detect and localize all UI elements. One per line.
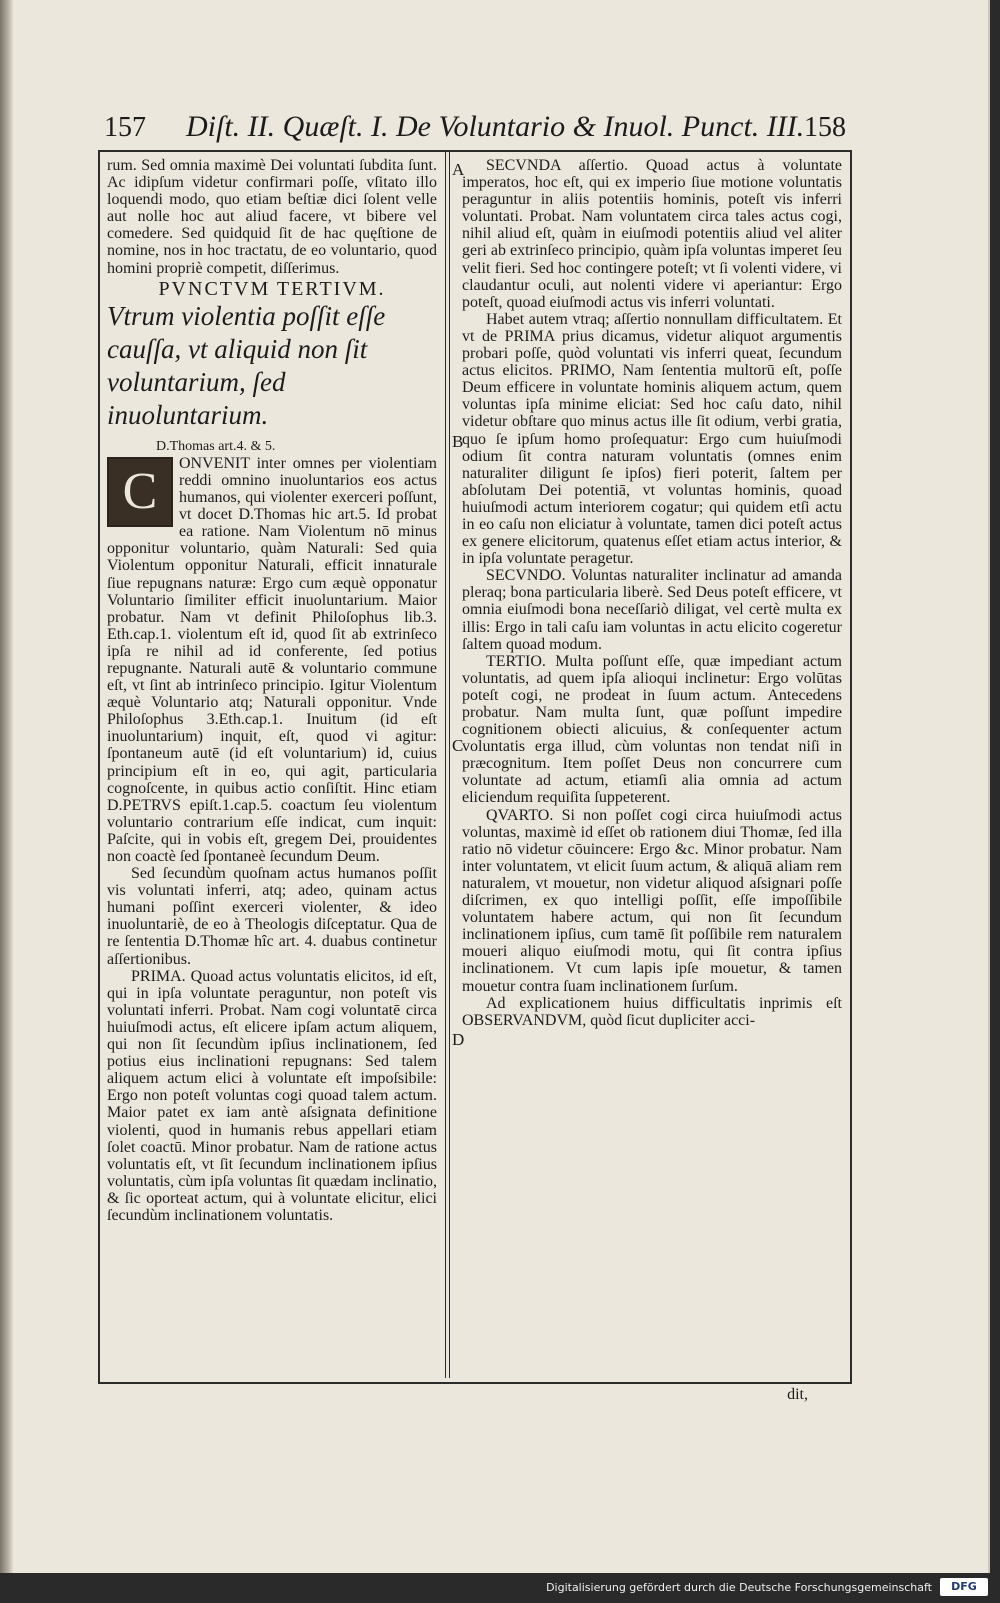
page-number-right: 158 xyxy=(804,112,846,143)
decorated-initial: C xyxy=(107,457,173,527)
margin-letter-b: B xyxy=(452,432,464,451)
paragraph: TERTIO. Multa poſſunt eſſe, quæ impediant actum voluntatis, ad quem ipſa alioqui inclinetur: Ergo volūtas poteſt cogi, ne prodeat in ſuum actum. Antecedens probatur. Nam multa ſunt, quæ poſſunt impedire cognitionem obiecti alicuius, & conſequenter actum voluntatis erga illud, cùm voluntas non tendat niſi in præcognitum. Item poſſet Deus non concurrere cum voluntate ad actum, etiamſi alia omnia ad actum eliciendum requiſita ſuppeterent. xyxy=(462,652,842,807)
paragraph: PRIMA. Quoad actus voluntatis elicitos, id eſt, qui in ipſa voluntate peraguntur, non poteſt vis voluntati inferri. Probat. Nam cogi voluntatē circa huiuſmodi actus, eſt elicere ipſam actum aliquem, qui non ſit ſecundùm ipſius inclinationem, ſed potius eius inclinationi repugnans: Sed talem aliquem actum elici à voluntate eſt impoſsibile: Ergo non poteſt voluntas cogi quoad talem actum. Maior patet ex iam antè aſsignata definitione violenti, quod in humanis rebus appellari etiam ſolet coactū. Minor probatur. Nam de ratione actus voluntatis eſt, vt ſit ſecundum inclinationem ipſius voluntatis, cùm ipſa voluntas ſit quædam inclinatio, & ſic oporteat actum, qui à voluntate elicitur, elici ſecundùm inclinationem voluntatis. xyxy=(107,967,437,1224)
paragraph: rum. Sed omnia maximè Dei voluntati ſubdita ſunt. Ac idipſum videtur confirmari poſſe, vſitato illo loquendi modo, quo etiam beſtiæ dici ſolent velle aut nolle hoc aut aliud facere, vt bibere vel comedere. Sed quidquid ſit de hac quęſtione de nomine, nos in hoc tractatu, de eo voluntario, quod homini propriè competit, diſſerimus. xyxy=(107,157,437,277)
paragraph: Habet autem vtraq; aſſertio nonnullam difficultatem. Et vt de PRIMA prius dicamus, videtur aliquot argumentis probari poſſe, quòd voluntati vis inferri queat, ſecundum actus elicitos. PRIMO, Nam ſententia multorū eſt, poſſe Deum efficere in voluntate hominis aliquem actum, quem voluntas ipſa minime eliciat: Sed hoc caſu dato, nihil videtur obſtare quo minus actus ille ſit odium, verbi gratia, quo ſe ipſum homo proſequatur: Ergo cum huiuſmodi odium ſit contra naturam voluntatis (omnes enim naturaliter diligunt ſe ipſos) fieri poterit, ſaltem per abſolutam Dei potentiā, vt voluntas hominis, quoad huiuſmodi actum interiorem cogatur; qui quidem etſi actu in eo caſu non eliciatur à voluntate, tamen dici poteſt actus ex genere elicitorum, quatenus eſſet etiam actus interior, & in ipſa voluntate peragetur. xyxy=(462,310,842,568)
paragraph: SECVNDA aſſertio. Quoad actus à voluntate imperatos, hoc eſt, qui ex imperio ſiue motione voluntatis peraguntur in aliis potentiis hominis, poteſt vis inferri voluntati. Probat. Nam voluntatem circa tales actus cogi, nihil aliud eſt, quàm in eiuſmodi potentiis aliud vel aliter geri ab extrinſeco principio, quàm ipſa voluntas imperet ſeu velit fieri. Sed hoc contingere poteſt; vt ſi volenti videre, vi claudantur oculi, aut nolenti videre vi aperiantur: Ergo poteſt, quoad eiuſmodi actus vis inferri voluntati. xyxy=(462,157,842,311)
running-title: Diſt. II. Quæſt. I. De Voluntario & Inuol. Punct. III. xyxy=(186,110,805,143)
paragraph: Sed ſecundùm quoſnam actus humanos poſſit vis voluntati inferri, atq; adeo, quinam actus humani poſſint exerceri violenter, & ideo inuoluntariè, de eo à Theologis diſceptatur. Qua de re ſententia D.Thomæ hîc art. 4. duabus continetur aſſertionibus. xyxy=(107,865,437,968)
funding-credit: Digitalisierung gefördert durch die Deutsche Forschungsgemeinschaft xyxy=(546,1581,932,1594)
paragraph: QVARTO. Si non poſſet cogi circa huiuſmodi actus voluntas, maximè id eſſet ob rationem diui Thomæ, ſed illa ratio nō videtur cōuincere: Ergo &c. Minor probatur. Nam inter voluntatem, vt elicit ſuum actum, & aliquā aliam rem naturalem, vt mouetur, non videtur aliquod aſsignari poſſe diſcrimen, ex quo intelligi poſſit, eſſe impoſſibile voluntatem habere actum, qui non ſit ſecundum inclinationem ipſius, cum tamē ſit poſſibile rem naturalem moueri aliquo eiuſmodi motu, qui ſit contra ipſius inclinationem. Vt cum lapis ipſe mouetur, & tamen mouetur contra ſuam inclinationem ſurſum. xyxy=(462,806,842,995)
page-binding-shadow xyxy=(0,0,14,1573)
section-heading: PVNCTVM TERTIVM. xyxy=(158,277,386,300)
source-reference: D.Thomas art.4. & 5. xyxy=(156,438,276,454)
paragraph: SECVNDO. Voluntas naturaliter inclinatur ad amanda pleraq; bona particularia liberè. Sed Deus poteſt efficere, vt omnia eiuſmodi bona neceſſariò diligat, vel certè multa ex illis: Ergo in tali caſu iam voluntas in actu elicito cogeretur ſaltem quoad modum. xyxy=(462,567,842,653)
paragraph: ONVENIT inter omnes per violentiam reddi omnino inuoluntarios eos actus humanos, qui violenter exerceri poſſunt, vt docet D.Thomas hic art.5. Id probat ea ratione. Nam Violentum nō minus opponitur voluntario, quàm Naturali: Sed quia Violentum opponitur Naturali, efficit innaturale ſiue repugnans naturæ: Ergo cum æquè opponatur Voluntario ſimiliter efficit inuoluntarium. Maior probatur. Nam vt definit Philoſophus lib.3. Eth.cap.1. violentum eſt id, quod ſit ab extrinſeco ipſa re nihil ad id conferente, ſed potius repugnante. Naturali autē & voluntario commune eſt, vt ſint ab intrinſeco principio. Igitur Violentum æquè Voluntario atq; Naturali opponitur. Vnde Philoſophus 3.Eth.cap.1. Inuitum (id eſt inuoluntarium) inquit, eſt, quod vi agitur: ſpontaneum autē (id eſt voluntarium) id, cuius principium eſt in eo, qui agit, particularia cognoſcente, in quibus actio conſiſtit. Hinc etiam D.PETRVS epiſt.1.cap.5. coactum ſeu violentum voluntario contrarium eſſe indicat, cum inquit: Paſcite, qui in vobis eſt, gregem Dei, prouidentes non coactè ſed ſpontaneè ſecundum Deum. xyxy=(107,454,437,865)
dfg-logo-icon[interactable]: DFG xyxy=(940,1578,988,1596)
margin-letter-a: A xyxy=(452,160,465,179)
page-number-left: 157 xyxy=(104,112,146,143)
section-question: Vtrum violentia poſſit eſſe cauſſa, vt aliquid non ſit voluntarium, ſed inuoluntarium. xyxy=(107,300,386,430)
footer-bar xyxy=(0,1573,1000,1603)
margin-letter-d: D xyxy=(452,1030,465,1049)
catchword: dit, xyxy=(787,1386,808,1403)
left-column xyxy=(107,157,437,1375)
paragraph: Ad explicationem huius difficultatis inprimis eſt OBSERVANDVM, quòd ſicut dupliciter acci- xyxy=(462,994,842,1029)
right-column xyxy=(462,157,842,1375)
margin-letter-c: C xyxy=(452,736,464,755)
column-divider xyxy=(445,152,450,1378)
